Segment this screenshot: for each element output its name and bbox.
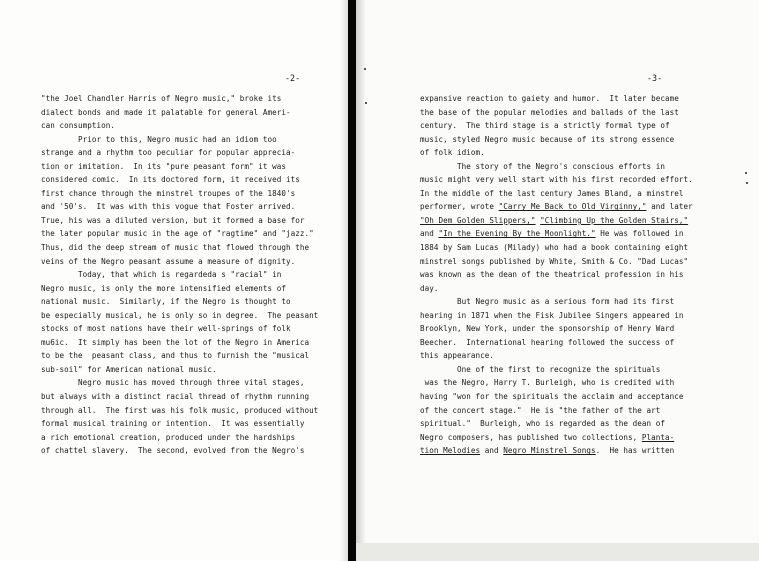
text-segment: but always with a distinct racial thread of rhythm running	[41, 392, 310, 402]
text-line	[420, 133, 750, 147]
text-line	[420, 431, 750, 445]
text-line	[41, 187, 341, 201]
text-line	[41, 160, 341, 174]
underlined-title: "Oh Dem Golden Slippers,"	[420, 215, 536, 225]
text-segment: He was followed in	[595, 229, 684, 239]
text-segment: formal musical training or intention. It was essentially	[41, 419, 305, 429]
text-segment: first chance through the minstrel troupes of the 1840's	[41, 188, 296, 198]
text-line	[41, 349, 341, 363]
text-segment: In the middle of the last century James Bland, a minstrel	[420, 188, 684, 198]
text-line	[420, 376, 750, 390]
underlined-title: "In the Evening By the Moonlight."	[438, 229, 596, 239]
text-line	[420, 295, 750, 309]
page-body-text	[41, 92, 341, 458]
text-line	[41, 295, 341, 309]
text-line	[41, 322, 341, 336]
text-segment: Today, that which is regardeda s "racial" in	[41, 270, 282, 280]
left-page	[0, 0, 348, 561]
text-segment: Prior to this, Negro music had an idiom too	[41, 134, 277, 144]
text-segment: minstrel songs published by White, Smith & Co. "Dad Lucas"	[420, 256, 689, 266]
text-segment: can consumption.	[41, 121, 115, 131]
underlined-title: "Carry Me Back to Old Virginny,"	[498, 202, 647, 212]
text-segment: tion or imitation. In its "pure peasant form" it was	[41, 161, 286, 171]
text-line	[420, 404, 750, 418]
text-line	[41, 241, 341, 255]
text-line	[41, 390, 341, 404]
text-line	[41, 444, 341, 458]
text-segment: Thus, did the deep stream of music that flowed through the	[41, 243, 310, 253]
underlined-title: "Climbing Up the Golden Stairs,"	[540, 215, 689, 225]
text-segment: sub-soil" for American national music.	[41, 364, 217, 374]
text-segment: performer, wrote	[420, 202, 499, 212]
page-body-text	[420, 92, 750, 458]
text-segment: mu6ic. It simply has been the lot of the Negro in America	[41, 337, 310, 347]
page-number: -2-	[285, 73, 301, 83]
book-gutter	[348, 0, 356, 561]
text-segment: spiritual." Burleigh, who is regarded as the dean of	[420, 419, 665, 429]
text-line	[41, 417, 341, 431]
text-segment: True, his was a diluted version, but it formed a base for	[41, 215, 305, 225]
text-line	[420, 106, 750, 120]
text-segment: of the concert stage." He is "the father of the art	[420, 405, 661, 415]
text-line	[41, 255, 341, 269]
text-segment: But Negro music as a serious form had its first	[420, 297, 675, 307]
text-line	[420, 160, 750, 174]
underlined-title: tion Melodies	[420, 446, 481, 456]
text-segment: was known as the dean of the theatrical profession in his	[420, 270, 684, 280]
text-line	[41, 92, 341, 106]
page-number: -3-	[647, 73, 663, 83]
text-line	[420, 349, 750, 363]
text-line	[420, 187, 750, 201]
text-segment: One of the first to recognize the spirituals	[420, 364, 661, 374]
text-segment: stocks of most nations have their well-springs of folk	[41, 324, 291, 334]
text-segment: and	[420, 229, 439, 239]
text-segment: strange and a rhythm too peculiar for popular apprecia-	[41, 148, 296, 158]
text-line	[420, 444, 750, 458]
text-line	[41, 268, 341, 282]
text-line	[420, 92, 750, 106]
page-fold-shadow	[340, 0, 348, 561]
text-segment: of folk idiom.	[420, 148, 485, 158]
text-segment: and '50's. It was with this vogue that Foster arrived.	[41, 202, 296, 212]
text-line	[41, 309, 341, 323]
text-segment: national music. Similarly, if the Negro is thought to	[41, 297, 291, 307]
scan-mark	[365, 102, 367, 104]
text-line	[41, 214, 341, 228]
text-line	[420, 417, 750, 431]
text-segment: through all. The first was his folk music, produced without	[41, 405, 319, 415]
text-segment: expansive reaction to gaiety and humor. It later became	[420, 94, 679, 103]
text-line	[420, 214, 750, 228]
text-segment: veins of the Negro peasant assume a measure of dignity.	[41, 256, 296, 266]
text-segment: having "won for the spirituals the acclaim and acceptance	[420, 392, 684, 402]
text-segment: century. The third stage is a strictly formal type of	[420, 121, 670, 131]
text-line	[420, 390, 750, 404]
text-line	[420, 282, 750, 296]
text-line	[41, 227, 341, 241]
text-line	[420, 200, 750, 214]
text-line	[41, 119, 341, 133]
text-segment: . He has written	[595, 446, 675, 456]
text-segment: of chattel slavery. The second, evolved from the Negro's	[41, 446, 305, 456]
text-line	[41, 404, 341, 418]
text-segment: and later	[646, 202, 693, 212]
text-segment: and	[480, 446, 504, 456]
text-segment: was the Negro, Harry T. Burleigh, who is credited with	[420, 378, 675, 388]
text-segment: the later popular music in the age of "ragtime" and "jazz."	[41, 229, 314, 239]
text-segment: "the Joel Chandler Harris of Negro music," broke its	[41, 94, 282, 103]
text-line	[420, 255, 750, 269]
underlined-title: Negro Minstrel Songs	[503, 446, 596, 456]
text-segment: day.	[420, 283, 439, 293]
text-line	[41, 376, 341, 390]
text-segment: considered comic. In its doctored form, it received its	[41, 175, 300, 185]
text-line	[41, 336, 341, 350]
scanner-edge	[356, 543, 759, 561]
text-line	[41, 431, 341, 445]
text-line	[41, 282, 341, 296]
text-line	[41, 363, 341, 377]
text-line	[420, 241, 750, 255]
text-segment: music, styled Negro music because of its strong essence	[420, 134, 675, 144]
text-segment: hearing in 1871 when the Fisk Jubilee Singers appeared in	[420, 310, 684, 320]
underlined-title: Planta-	[641, 432, 675, 442]
scan-mark	[364, 68, 366, 70]
text-segment: Negro music has moved through three vital stages,	[41, 378, 305, 388]
text-line	[420, 173, 750, 187]
text-segment: the base of the popular melodies and ballads of the last	[420, 107, 679, 117]
text-segment: to be the peasant class, and thus to furnish the "musical	[41, 351, 310, 361]
text-line	[420, 268, 750, 282]
text-line	[420, 146, 750, 160]
page-fold-shadow	[356, 0, 366, 561]
text-segment: Negro music, is only the more intensified elements of	[41, 283, 286, 293]
text-segment: dialect bonds and made it palatable for general Ameri-	[41, 107, 291, 117]
text-line	[420, 227, 750, 241]
text-segment: 1884 by Sam Lucas (Milady) who had a book containing eight	[420, 243, 689, 253]
text-line	[41, 200, 341, 214]
text-line	[420, 322, 750, 336]
text-segment: this appearance.	[420, 351, 494, 361]
text-line	[420, 309, 750, 323]
text-segment: Beecher. International hearing followed the success of	[420, 337, 675, 347]
text-line	[420, 363, 750, 377]
text-segment: a rich emotional creation, produced under the hardships	[41, 432, 296, 442]
text-line	[41, 133, 341, 147]
right-page	[356, 0, 759, 561]
text-segment: Brooklyn, New York, under the sponsorship of Henry Ward	[420, 324, 675, 334]
text-segment: music might very well start with his first recorded effort.	[420, 175, 693, 185]
text-segment: Negro composers, has published two collections,	[420, 432, 642, 442]
text-segment: be especially musical, he is only so in degree. The peasant	[41, 310, 319, 320]
text-segment: The story of the Negro's conscious efforts in	[420, 161, 665, 171]
text-line	[420, 336, 750, 350]
text-line	[41, 106, 341, 120]
text-line	[41, 146, 341, 160]
text-line	[41, 173, 341, 187]
text-line	[420, 119, 750, 133]
